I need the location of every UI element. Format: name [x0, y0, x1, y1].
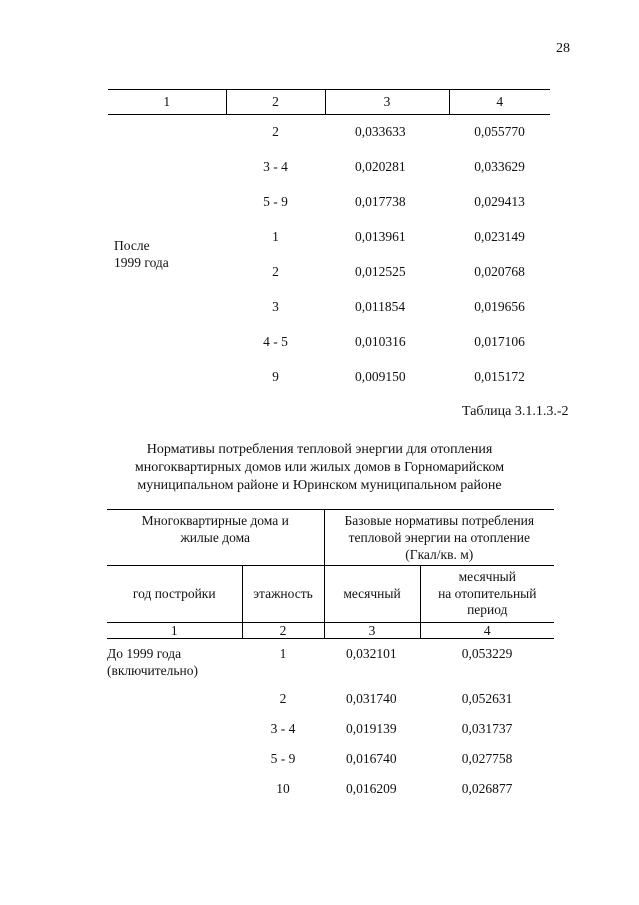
- monthly-cell: 0,020281: [355, 159, 406, 175]
- page-number: 28: [556, 41, 570, 56]
- table-header-row: [107, 510, 554, 566]
- header-year: год постройки: [107, 566, 242, 623]
- header-base-norms: Базовые нормативы потребления тепловой энергии на отопление (Гкал/кв. м): [324, 510, 554, 566]
- column-header: 4: [449, 90, 550, 115]
- header-monthly: месячный: [324, 566, 420, 623]
- monthly-cell: 0,032101: [346, 646, 397, 661]
- floors-cell: 2: [272, 264, 279, 280]
- header-period: месячный на отопительный период: [420, 566, 554, 623]
- monthly-cell: 0,031740: [346, 690, 397, 706]
- floors-cell: 3: [272, 299, 279, 315]
- period-cell: 0,019656: [474, 299, 525, 315]
- floors-cell: 4 - 5: [263, 334, 288, 350]
- column-number: 2: [242, 623, 324, 639]
- header-buildings: Многоквартирные дома и жилые дома: [107, 510, 324, 566]
- floors-cell: 9: [272, 369, 279, 385]
- floors-cell: 2: [272, 124, 279, 140]
- monthly-cell: 0,017738: [355, 194, 406, 210]
- floors-cell: 2: [279, 690, 287, 706]
- monthly-cell: 0,016209: [346, 780, 397, 796]
- table-row: [107, 639, 554, 685]
- column-number: 4: [420, 623, 554, 639]
- period-cell: 0,029413: [474, 194, 525, 210]
- table-subheader-row: [107, 566, 554, 623]
- monthly-cell: 0,010316: [355, 334, 406, 350]
- floors-cell: 1: [279, 646, 287, 661]
- floors-cell: 10: [276, 780, 290, 796]
- period-cell: 0,015172: [474, 369, 525, 385]
- period-cell: 0,026877: [461, 780, 513, 796]
- period-cell: 0,052631: [461, 690, 513, 706]
- monthly-cell: 0,011854: [355, 299, 406, 315]
- period-cell: 0,020768: [474, 264, 525, 280]
- column-header: 2: [226, 90, 325, 115]
- monthly-cell: 0,033633: [355, 124, 406, 140]
- group-label: До 1999 года (включительно): [107, 646, 199, 678]
- floors-cell: 3 - 4: [263, 159, 288, 175]
- period-cell: 0,053229: [461, 646, 513, 661]
- monthly-cell: 0,019139: [346, 720, 397, 736]
- group-label: После 1999 года: [114, 238, 169, 270]
- monthly-cell: 0,012525: [355, 264, 406, 280]
- period-cell: 0,017106: [474, 334, 525, 350]
- period-cell: 0,033629: [474, 159, 525, 175]
- table-caption: Таблица 3.1.1.3.-2: [462, 404, 569, 419]
- period-cell: 0,055770: [474, 124, 525, 140]
- floors-cell: 5 - 9: [263, 194, 288, 210]
- column-number: 1: [107, 623, 242, 639]
- column-number: 3: [324, 623, 420, 639]
- period-cell: 0,031737: [461, 720, 513, 736]
- floors-cell: 1: [272, 229, 279, 245]
- column-header: 1: [108, 90, 226, 115]
- table-row: [108, 115, 550, 151]
- table-2: [107, 509, 554, 804]
- floors-cell: 3 - 4: [270, 720, 296, 736]
- monthly-cell: 0,009150: [355, 369, 406, 385]
- floors-cell: 5 - 9: [270, 750, 296, 766]
- column-header: 3: [325, 90, 449, 115]
- period-cell: 0,023149: [474, 229, 525, 245]
- column-number-row: [107, 623, 554, 639]
- table-1: [108, 89, 550, 395]
- table-title: Нормативы потребления тепловой энергии для отопления многоквартирных домов или жилых домов в Горномарийском муниципальном районе и Юринском муниципальном районе: [134, 442, 505, 494]
- monthly-cell: 0,013961: [355, 229, 406, 245]
- period-cell: 0,027758: [461, 750, 513, 766]
- header-floors: этажность: [242, 566, 324, 623]
- table-header-row: [108, 90, 550, 115]
- monthly-cell: 0,016740: [346, 750, 397, 766]
